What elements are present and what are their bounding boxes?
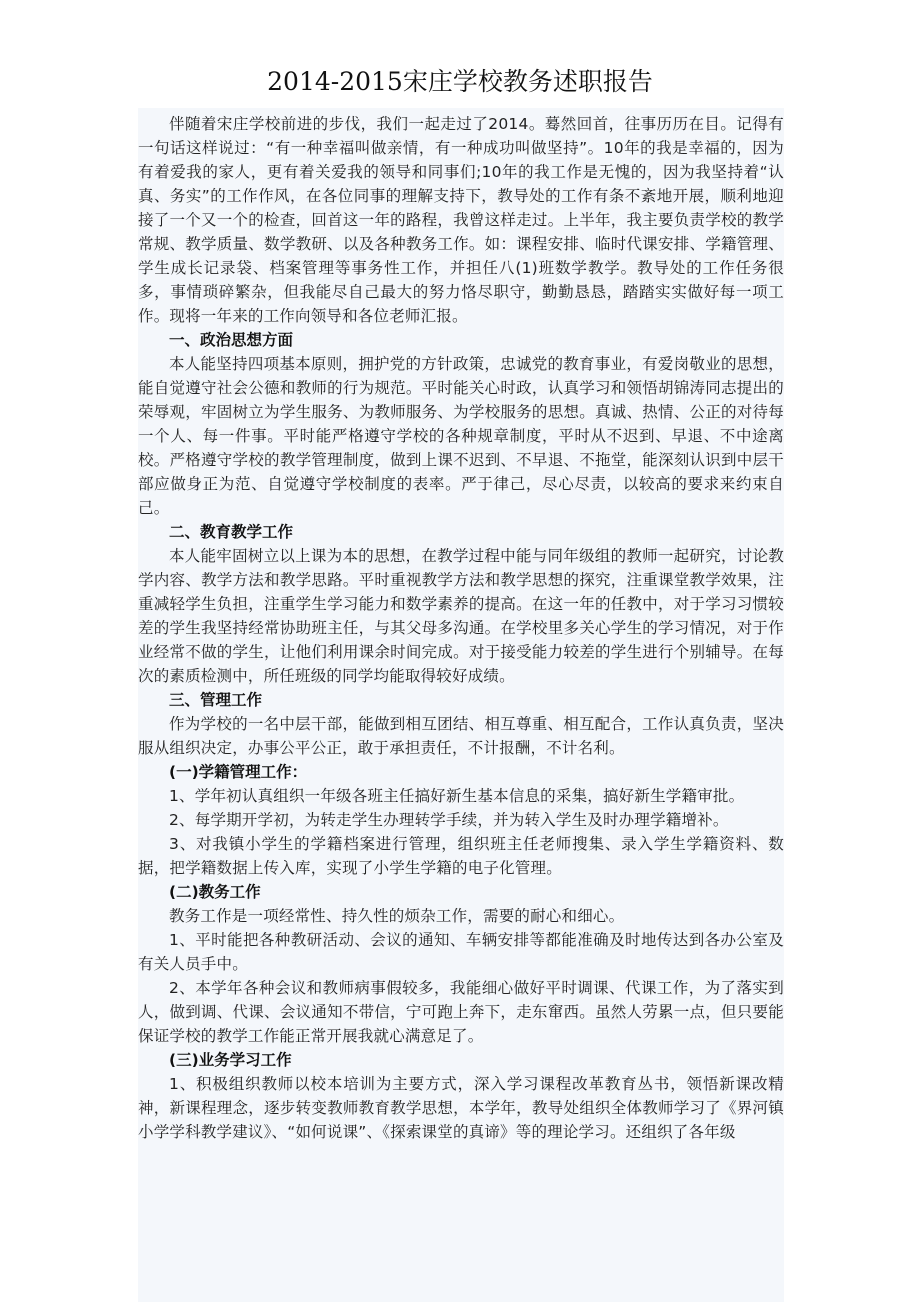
body-paragraph: 本人能坚持四项基本原则，拥护党的方针政策，忠诚党的教育事业，有爱岗敬业的思想，能自觉遵守社会公德和教师的行为规范。平时能关心时政，认真学习和领悟胡锦涛同志提出的荣辱观，牢固树立为学生服务、为教师服务、为学校服务的思想。真诚、热情、公正的对待每一个人、每一件事。平时能严格遵守学校的各种规章制度，平时从不迟到、早退、不中途离校。严格遵守学校的教学管理制度，做到上课不迟到、不早退、不拖堂，能深刻认识到中层干部应做身正为范、自觉遵守学校制度的表率。严于律己，尽心尽责，以较高的要求来约束自己。 (138, 355, 784, 517)
section-heading: 三、管理工作 (169, 691, 263, 709)
body-paragraph: 1、学年初认真组织一年级各班主任搞好新生基本信息的采集，搞好新生学籍审批。 (169, 787, 745, 805)
subsection-heading: (一)学籍管理工作： (169, 763, 308, 781)
body-paragraph: 伴随着宋庄学校前进的步伐，我们一起走过了2014。蓦然回首，往事历历在目。记得有一句话这样说过：“有一种幸福叫做亲情，有一种成功叫做坚持”。10年的我是幸福的，因为有着爱我的家人，更有着关爱我的领导和同事们;10年的我工作是无愧的，因为我坚持着“认真、务实”的工作作风，在各位同事的理解支持下，教导处的工作有条不紊地开展，顺利地迎接了一个又一个的检查，回首这一年的路程，我曾这样走过。上半年，我主要负责学校的教学常规、教学质量、数学教研、以及各种教务工作。如：课程安排、临时代课安排、学籍管理、学生成长记录袋、档案管理等事务性工作，并担任八(1)班数学教学。教导处的工作任务很多，事情琐碎繁杂，但我能尽自己最大的努力恪尽职守，勤勤恳恳，踏踏实实做好每一项工作。现将一年来的工作向领导和各位老师汇报。 (138, 115, 784, 325)
body-paragraph: 2、本学年各种会议和教师病事假较多，我能细心做好平时调课、代课工作，为了落实到人，做到调、代课、会议通知不带信，宁可跑上奔下，走东窜西。虽然人劳累一点，但只要能保证学校的教学工作能正常开展我就心满意足了。 (138, 979, 784, 1045)
body-paragraph: 1、平时能把各种教研活动、会议的通知、车辆安排等都能准确及时地传达到各办公室及有关人员手中。 (138, 931, 784, 973)
document-title: 2014-2015宋庄学校教务述职报告 (267, 67, 653, 96)
subsection-heading: (二)教务工作 (169, 883, 261, 901)
section-heading: 二、教育教学工作 (169, 523, 294, 541)
body-paragraph: 作为学校的一名中层干部，能做到相互团结、相互尊重、相互配合，工作认真负责，坚决服从组织决定，办事公平公正，敢于承担责任，不计报酬，不计名利。 (138, 715, 784, 757)
body-paragraph: 教务工作是一项经常性、持久性的烦杂工作，需要的耐心和细心。 (169, 907, 625, 925)
body-paragraph: 本人能牢固树立以上课为本的思想，在教学过程中能与同年级组的教师一起研究，讨论教学内容、教学方法和教学思路。平时重视教学方法和教学思想的探究，注重课堂教学效果，注重减轻学生负担，注重学生学习能力和数学素养的提高。在这一年的任教中，对于学习习惯较差的学生我坚持经常协助班主任，与其父母多沟通。在学校里多关心学生的学习情况，对于作业经常不做的学生，让他们利用课余时间完成。对于接受能力较差的学生进行个别辅导。在每次的素质检测中，所任班级的同学均能取得较好成绩。 (138, 547, 784, 685)
body-paragraph: 1、积极组织教师以校本培训为主要方式，深入学习课程改革教育丛书，领悟新课改精神，新课程理念，逐步转变教师教育教学思想，本学年，教导处组织全体教师学习了《界河镇小学学科教学建议》、“如何说课”、《探索课堂的真谛》等的理论学习。还组织了各年级 (138, 1075, 784, 1141)
section-heading: 一、政治思想方面 (169, 331, 294, 349)
subsection-heading: (三)业务学习工作 (169, 1051, 292, 1069)
document-body (138, 108, 784, 1302)
body-paragraph: 3、对我镇小学生的学籍档案进行管理，组织班主任老师搜集、录入学生学籍资料、数据，把学籍数据上传入库，实现了小学生学籍的电子化管理。 (138, 835, 784, 877)
body-paragraph: 2、每学期开学初，为转走学生办理转学手续，并为转入学生及时办理学籍增补。 (169, 811, 729, 829)
